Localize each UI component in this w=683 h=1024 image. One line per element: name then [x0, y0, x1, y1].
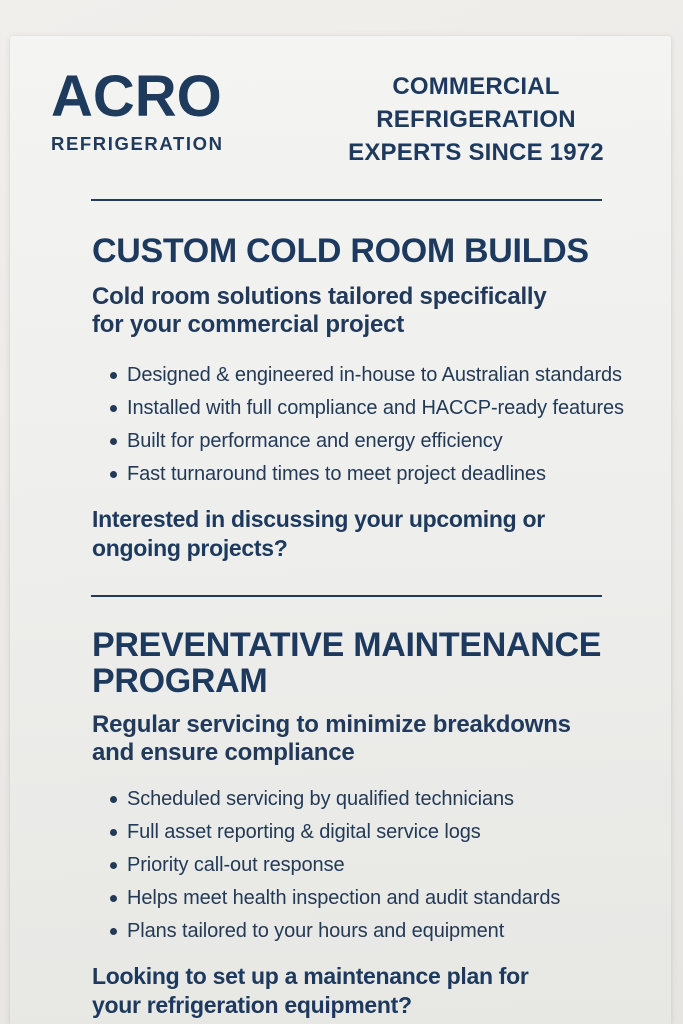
- brand-logo: [51, 64, 224, 154]
- section-divider: [91, 595, 602, 597]
- logo-secondary-text: REFRIGERATION: [51, 133, 224, 154]
- section-heading-line: CUSTOM COLD ROOM BUILDS: [92, 232, 589, 270]
- flyer-card: [10, 36, 671, 1024]
- section-cta-line: your refrigeration equipment?: [92, 992, 412, 1018]
- flyer-header: [51, 64, 641, 169]
- section-subheading: [92, 711, 641, 767]
- tagline-line: COMMERCIAL: [392, 73, 560, 100]
- flyer-content: [10, 36, 671, 1020]
- section-heading-line: PREVENTATIVE MAINTENANCE: [92, 626, 602, 664]
- section-subheading-line: and ensure compliance: [92, 739, 355, 766]
- section-cta-line: ongoing projects?: [92, 535, 288, 561]
- bullet-item: Designed & engineered in-house to Australian standards: [110, 359, 641, 392]
- section-heading-line: PROGRAM: [92, 662, 268, 700]
- tagline-line: REFRIGERATION: [376, 106, 576, 133]
- section-heading: [92, 233, 641, 269]
- section-custom-cold-room-builds: [51, 233, 641, 563]
- section-divider: [91, 199, 602, 201]
- logo-primary-text: ACRO: [51, 64, 222, 129]
- tagline-line: EXPERTS SINCE 1972: [348, 139, 604, 166]
- bullet-item: Scheduled servicing by qualified technicians: [110, 783, 641, 816]
- bullet-item: Installed with full compliance and HACCP-ready features: [110, 392, 641, 425]
- bullet-item: Built for performance and energy efficiency: [110, 425, 641, 458]
- section-heading: [92, 627, 641, 699]
- bullet-item: Priority call-out response: [110, 849, 641, 882]
- bullet-item: Plans tailored to your hours and equipment: [110, 915, 641, 948]
- header-tagline: [311, 70, 641, 169]
- section-subheading-line: for your commercial project: [92, 311, 405, 338]
- section-subheading-line: Cold room solutions tailored specifically: [92, 283, 547, 310]
- section-cta-line: Interested in discussing your upcoming or: [92, 506, 545, 532]
- bullet-list: [92, 359, 641, 491]
- section-cta: [92, 505, 641, 563]
- bullet-item: Helps meet health inspection and audit standards: [110, 882, 641, 915]
- section-cta: [92, 962, 641, 1020]
- bullet-item: Full asset reporting & digital service logs: [110, 816, 641, 849]
- bullet-list: [92, 783, 641, 948]
- section-preventative-maintenance-program: [51, 627, 641, 1020]
- section-subheading-line: Regular servicing to minimize breakdowns: [92, 711, 571, 738]
- bullet-item: Fast turnaround times to meet project deadlines: [110, 458, 641, 491]
- section-cta-line: Looking to set up a maintenance plan for: [92, 963, 529, 989]
- section-subheading: [92, 283, 641, 339]
